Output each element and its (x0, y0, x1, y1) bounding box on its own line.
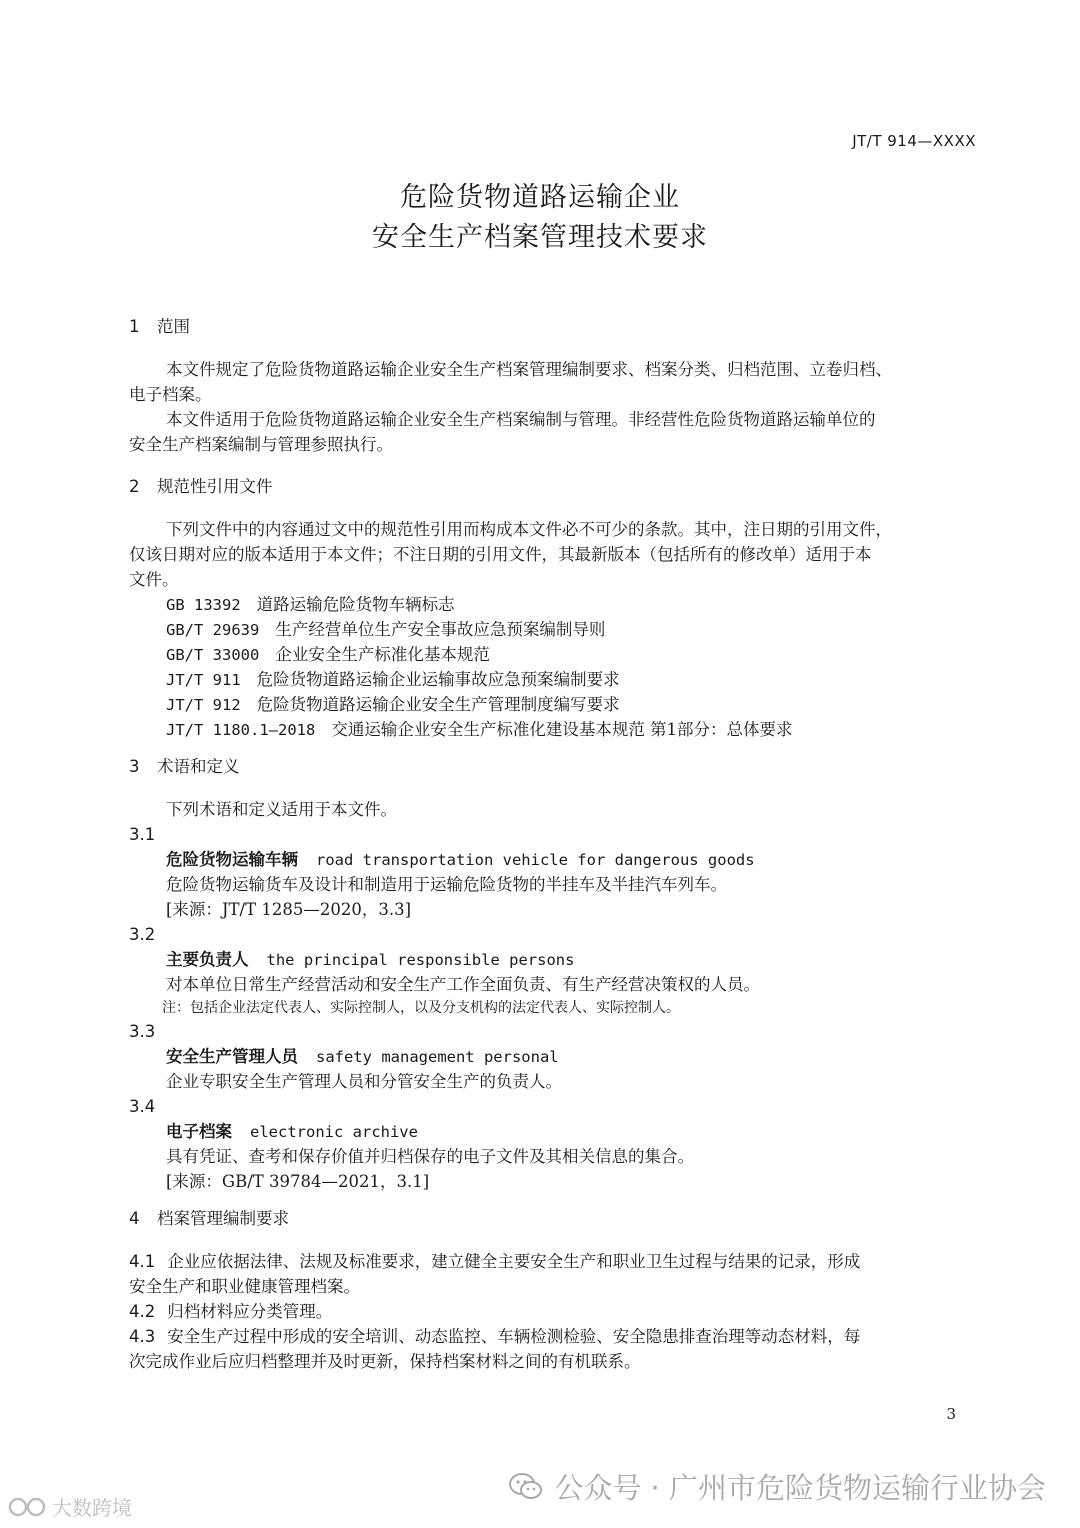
reference-title: 危险货物道路运输企业安全生产管理制度编写要求 (256, 695, 620, 714)
section-title: 术语和定义 (157, 757, 240, 776)
reference-title: 道路运输危险货物车辆标志 (256, 595, 455, 614)
section-2-heading (129, 472, 977, 502)
reference-code: GB 13392 (166, 596, 241, 614)
section-title: 档案管理编制要求 (157, 1209, 289, 1228)
clause-continuation: 次完成作业后应归档整理并及时更新，保持档案材料之间的有机联系。 (129, 1352, 641, 1371)
paragraph-line: 下列文件中的内容通过文中的规范性引用而构成本文件必不可少的条款。其中，注日期的引用文件， (166, 520, 892, 539)
term-definition: 对本单位日常生产经营活动和安全生产工作全面负责、有生产经营决策权的人员。 (166, 975, 760, 994)
clause-number: 4.2 (129, 1302, 156, 1321)
title-line-1: 危险货物道路运输企业 (400, 182, 680, 213)
reference-item (129, 617, 977, 642)
reference-code: JT/T 912 (166, 696, 241, 714)
reference-title: 企业安全生产标准化基本规范 (275, 645, 490, 664)
reference-title: 危险货物道路运输企业运输事故应急预案编制要求 (256, 670, 620, 689)
term-en: safety management personal (316, 1048, 559, 1066)
clause-text: 归档材料应分类管理。 (167, 1302, 333, 1321)
term-number: 3.4 (129, 1097, 156, 1116)
term-number: 3.1 (129, 825, 156, 844)
paragraph-line: 文件。 (129, 570, 179, 589)
term-name (129, 847, 977, 872)
section-4-heading (129, 1204, 977, 1234)
brand-text: 大数跨境 (52, 1496, 132, 1520)
reference-code: JT/T 911 (166, 671, 241, 689)
reference-item (129, 642, 977, 667)
brand-logo-icon (8, 1494, 48, 1520)
paragraph-line: 本文件规定了危险货物道路运输企业安全生产档案管理编制要求、档案分类、归档范围、立卷归档、 (166, 360, 892, 379)
reference-item (129, 592, 977, 617)
section-number: 1 (129, 317, 140, 336)
term-zh: 危险货物运输车辆 (166, 850, 298, 869)
clause-text: 企业应依据法律、法规及标准要求，建立健全主要安全生产和职业卫生过程与结果的记录，形成 (167, 1252, 861, 1271)
term-en: road transportation vehicle for dangerous goods (316, 851, 755, 869)
reference-item (129, 692, 977, 717)
section-title: 规范性引用文件 (157, 477, 273, 496)
term-name (129, 947, 977, 972)
clause-line (129, 1249, 977, 1274)
paragraph-line: 下列术语和定义适用于本文件。 (166, 800, 397, 819)
term-source: [来源：JT/T 1285—2020，3.3] (166, 900, 412, 919)
paragraph-line: 安全生产档案编制与管理参照执行。 (129, 435, 393, 454)
reference-code: JT/T 1180.1—2018 (166, 721, 316, 739)
paragraph-line: 本文件适用于危险货物道路运输企业安全生产档案编制与管理。非经营性危险货物道路运输单位的 (166, 410, 876, 429)
term-note: 注：包括企业法定代表人、实际控制人，以及分支机构的法定代表人、实际控制人。 (162, 1000, 680, 1016)
term-definition: 危险货物运输货车及设计和制造用于运输危险货物的半挂车及半挂汽车列车。 (166, 875, 727, 894)
reference-code: GB/T 33000 (166, 646, 260, 664)
clause-text: 安全生产过程中形成的安全培训、动态监控、车辆检测检验、安全隐患排查治理等动态材料，每 (167, 1327, 861, 1346)
clause-continuation: 安全生产和职业健康管理档案。 (129, 1277, 360, 1296)
reference-code: GB/T 29639 (166, 621, 260, 639)
section-3-heading (129, 752, 977, 782)
section-number: 3 (129, 757, 140, 776)
term-definition: 具有凭证、查考和保存价值并归档保存的电子文件及其相关信息的集合。 (166, 1147, 694, 1166)
term-name (129, 1044, 977, 1069)
section-title: 范围 (157, 317, 190, 336)
wechat-icon (508, 1471, 544, 1503)
clause-number: 4.3 (129, 1327, 156, 1346)
term-source: [来源：GB/T 39784—2021，3.1] (166, 1172, 430, 1191)
section-1-heading (129, 312, 977, 342)
document-body (129, 312, 977, 1374)
section-number: 2 (129, 477, 140, 496)
paragraph-line: 电子档案。 (129, 385, 212, 404)
reference-item (129, 717, 977, 742)
brand-watermark (8, 1492, 132, 1521)
term-number: 3.3 (129, 1022, 156, 1041)
wechat-watermark (508, 1466, 1046, 1507)
paragraph-line: 仅该日期对应的版本适用于本文件；不注日期的引用文件，其最新版本（包括所有的修改单）适用于本 (129, 545, 872, 564)
term-en: the principal responsible persons (266, 951, 575, 969)
term-en: electronic archive (250, 1123, 418, 1141)
term-name (129, 1119, 977, 1144)
section-number: 4 (129, 1209, 140, 1228)
term-number: 3.2 (129, 925, 156, 944)
term-zh: 电子档案 (166, 1122, 232, 1141)
reference-item (129, 667, 977, 692)
document-title (0, 178, 1080, 258)
standard-code: JT/T 914—XXXX (852, 132, 976, 150)
term-definition: 企业专职安全生产管理人员和分管安全生产的负责人。 (166, 1072, 562, 1091)
title-line-2: 安全生产档案管理技术要求 (372, 222, 708, 253)
term-zh: 主要负责人 (166, 950, 249, 969)
clause-line (129, 1299, 977, 1324)
reference-title: 生产经营单位生产安全事故应急预案编制导则 (275, 620, 606, 639)
clause-line (129, 1324, 977, 1349)
term-zh: 安全生产管理人员 (166, 1047, 298, 1066)
reference-title: 交通运输企业安全生产标准化建设基本规范 第1部分：总体要求 (331, 720, 793, 739)
watermark-text: 公众号 · 广州市危险货物运输行业协会 (554, 1471, 1046, 1505)
clause-number: 4.1 (129, 1252, 156, 1271)
page-number: 3 (946, 1405, 956, 1423)
